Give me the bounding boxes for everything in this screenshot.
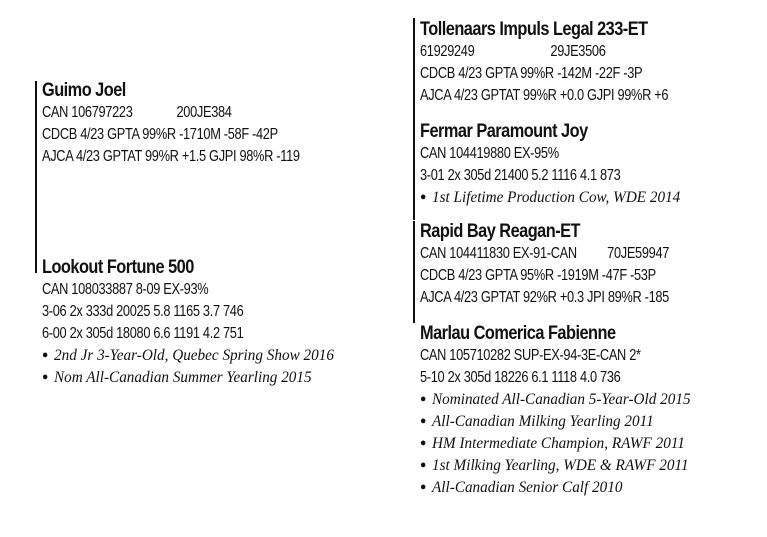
bullet-icon: ● <box>420 415 427 427</box>
animal-name: Marlau Comerica Fabienne <box>420 323 616 344</box>
registration-line: CAN 108033887 8-09 EX-93% <box>42 281 209 298</box>
stud-code: 200JE384 <box>176 104 232 121</box>
stud-code: 70JE59947 <box>607 245 670 262</box>
award-item: ● All-Canadian Senior Calf 2010 <box>420 479 623 496</box>
bullet-icon: ● <box>420 459 427 471</box>
production-record: 3-01 2x 305d 21400 5.2 1116 4.1 873 <box>420 167 621 184</box>
dam-marlau-comerica-fabienne <box>420 323 705 499</box>
registration-line <box>420 243 669 265</box>
bullet-icon: ● <box>420 437 427 449</box>
right-bracket-bar-bottom <box>413 221 415 323</box>
animal-name: Rapid Bay Reagan-ET <box>420 221 581 242</box>
bullet-icon: ● <box>42 371 49 383</box>
bullet-icon: ● <box>420 191 427 203</box>
registration-line: CAN 104419880 EX-95% <box>420 145 559 162</box>
cdcb-line: CDCB 4/23 GPTA 99%R -142M -22F -3P <box>420 65 643 82</box>
award-item: ● 1st Lifetime Production Cow, WDE 2014 <box>420 189 681 206</box>
animal-name: Guimo Joel <box>42 80 126 101</box>
dam-fermar-paramount-joy <box>420 121 694 209</box>
animal-name: Tollenaars Impuls Legal 233-ET <box>420 19 648 40</box>
award-item: ● 2nd Jr 3-Year-Old, Quebec Spring Show 2016 <box>42 347 334 364</box>
sire-tollenaars-impuls-legal <box>420 19 730 107</box>
bullet-icon: ● <box>42 349 49 361</box>
ajca-line: AJCA 4/23 GPTAT 99%R +0.0 GJPI 99%R +6 <box>420 87 669 104</box>
bullet-icon: ● <box>420 393 427 405</box>
ajca-line: AJCA 4/23 GPTAT 92%R +0.3 JPI 89%R -185 <box>420 289 669 306</box>
production-record: 5-10 2x 305d 18226 6.1 1118 4.0 736 <box>420 369 621 386</box>
cdcb-line: CDCB 4/23 GPTA 95%R -1919M -47F -53P <box>420 267 656 284</box>
registration-line <box>420 41 668 63</box>
award-item: ● HM Intermediate Champion, RAWF 2011 <box>420 435 685 452</box>
registration-id: CAN 104411830 EX-91-CAN <box>420 245 577 262</box>
registration-line <box>42 102 300 124</box>
animal-name: Lookout Fortune 500 <box>42 257 194 278</box>
stud-code: 29JE3506 <box>550 43 606 60</box>
registration-line: CAN 105710282 SUP-EX-94-3E-CAN 2* <box>420 347 641 364</box>
production-record: 3-06 2x 333d 20025 5.8 1165 3.7 746 <box>42 303 244 320</box>
registration-id: 61929249 <box>420 43 475 60</box>
award-item: ● All-Canadian Milking Yearling 2011 <box>420 413 654 430</box>
cdcb-line: CDCB 4/23 GPTA 99%R -1710M -58F -42P <box>42 126 278 143</box>
award-item: ● Nominated All-Canadian 5-Year-Old 2015 <box>420 391 691 408</box>
bullet-icon: ● <box>420 481 427 493</box>
sire-guimo-joel <box>42 80 364 168</box>
ajca-line: AJCA 4/23 GPTAT 99%R +1.5 GJPI 98%R -119 <box>42 148 300 165</box>
award-item: ● 1st Milking Yearling, WDE & RAWF 2011 <box>420 457 689 474</box>
animal-name: Fermar Paramount Joy <box>420 121 588 142</box>
dam-lookout-fortune-500 <box>42 257 349 389</box>
production-record: 6-00 2x 305d 18080 6.6 1191 4.2 751 <box>42 325 244 342</box>
left-bracket-bar <box>35 81 37 273</box>
registration-id: CAN 106797223 <box>42 104 133 121</box>
right-bracket-bar-top <box>413 18 415 220</box>
sire-rapid-bay-reagan <box>420 221 731 309</box>
award-item: ● Nom All-Canadian Summer Yearling 2015 <box>42 369 312 386</box>
